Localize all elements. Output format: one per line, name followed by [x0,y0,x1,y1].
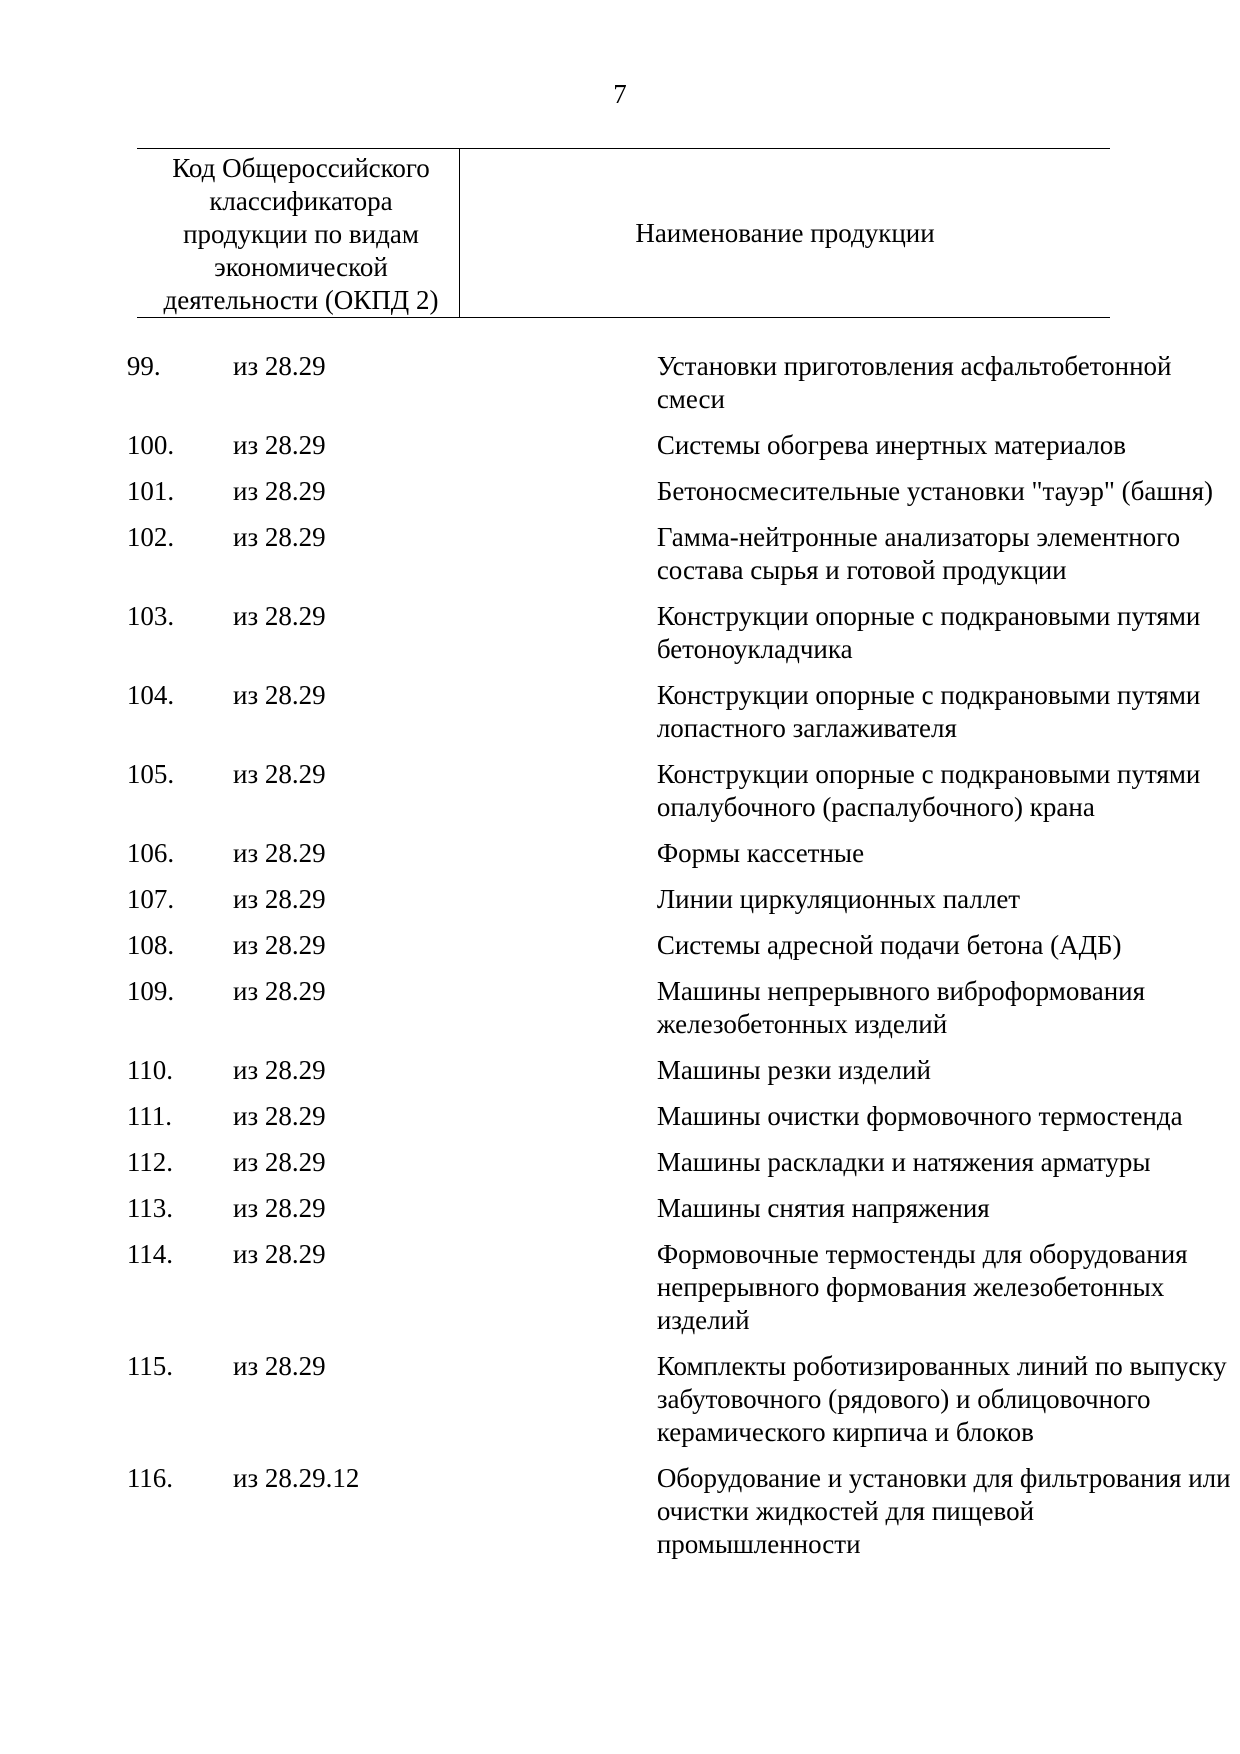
row-code: из 28.29 [233,759,326,789]
header-name-column: Наименование продукции [635,217,935,248]
row-number [0,883,187,916]
header-code-line: классификатора [209,186,393,216]
row-product-name [657,1054,1240,1087]
table-row [0,883,1240,916]
table-row [0,429,1240,462]
row-number-text: 110. [126,1055,174,1085]
row-code: из 28.29 [233,601,326,631]
row-product-name-line: непрерывного формования железобетонных [656,1272,1165,1302]
row-product-name-line: Линии циркуляционных паллет [656,884,1021,914]
table-row [0,521,1240,587]
header-code-line: экономической [214,252,388,282]
table-row [0,975,1240,1041]
table-row [0,1100,1240,1133]
row-code: из 28.29 [233,430,326,460]
row-number-text: 106. [126,838,175,868]
row-product-name-line: Формовочные термостенды для оборудования [656,1239,1188,1269]
table-row [0,679,1240,745]
row-product-name-line: Формы кассетные [656,838,865,868]
row-product-name-line: смеси [656,384,725,414]
row-product-name-line: очистки жидкостей для пищевой [656,1496,1035,1526]
row-number-text: 114. [126,1239,174,1269]
row-product-name-line: Бетоносмесительные установки "тауэр" (башня) [656,476,1214,506]
row-code: из 28.29 [233,1239,326,1269]
row-number [0,679,187,745]
table-row [0,1054,1240,1087]
row-code: из 28.29 [233,976,326,1006]
row-number [0,350,187,416]
row-product-name-line: Системы адресной подачи бетона (АДБ) [656,930,1122,960]
row-product-name-line: Системы обогрева инертных материалов [656,430,1126,460]
row-product-name-line: Установки приготовления асфальтобетонной [656,351,1172,381]
row-product-name [657,600,1240,666]
row-number [0,1238,187,1337]
row-number [0,1100,187,1133]
row-product-name-line: лопастного заглаживателя [656,713,957,743]
row-product-name [657,929,1240,962]
row-product-name-line: бетоноукладчика [656,634,853,664]
row-product-name-line: Гамма-нейтронные анализаторы элементного [656,522,1181,552]
row-number [0,1350,187,1449]
row-number [0,1462,187,1561]
table-row [0,758,1240,824]
row-number [0,758,187,824]
row-product-name-line: опалубочного (распалубочного) крана [656,792,1095,822]
row-code: из 28.29 [233,1147,326,1177]
row-code: из 28.29.12 [233,1463,360,1493]
row-number-text: 107. [126,884,175,914]
row-product-name [657,1350,1240,1449]
row-code: из 28.29 [233,1351,326,1381]
row-product-name [657,1238,1240,1337]
row-number [0,975,187,1041]
row-number-text: 112. [126,1147,174,1177]
row-number [0,521,187,587]
row-product-name-line: промышленности [656,1529,861,1559]
row-number-text: 101. [126,476,175,506]
row-product-name-line: изделий [656,1305,750,1335]
row-code: из 28.29 [233,1193,326,1223]
row-product-name-line: Машины непрерывного виброформования [656,976,1146,1006]
row-product-name [657,1146,1240,1179]
row-number [0,475,187,508]
row-product-name-line: Оборудование и установки для фильтрования или [656,1463,1231,1493]
row-product-name [657,350,1240,416]
header-code-line: деятельности (ОКПД 2) [163,285,439,315]
table-row [0,350,1240,416]
row-product-name [657,1192,1240,1225]
row-product-name [657,837,1240,870]
table-row [0,1350,1240,1449]
row-product-name-line: Машины снятия напряжения [656,1193,990,1223]
table-row [0,837,1240,870]
row-code: из 28.29 [233,884,326,914]
header-code-line: Код Общероссийского [172,153,430,183]
table-row [0,1192,1240,1225]
row-product-name [657,1100,1240,1133]
table-header [137,148,1110,318]
row-number [0,1146,187,1179]
row-code: из 28.29 [233,1055,326,1085]
row-product-name [657,1462,1240,1561]
row-number-text: 99. [126,351,161,381]
row-number [0,837,187,870]
row-code: из 28.29 [233,522,326,552]
row-number [0,429,187,462]
row-product-name-line: керамического кирпича и блоков [656,1417,1034,1447]
row-number [0,1054,187,1087]
row-number-text: 104. [126,680,175,710]
row-product-name [657,758,1240,824]
row-number-text: 100. [126,430,175,460]
row-product-name-line: Конструкции опорные с подкрановыми путями [656,759,1201,789]
row-product-name [657,429,1240,462]
row-product-name-line: забутовочного (рядового) и облицовочного [656,1384,1151,1414]
row-code: из 28.29 [233,476,326,506]
row-product-name [657,475,1240,508]
row-number-text: 111. [126,1101,173,1131]
table-row [0,600,1240,666]
row-product-name-line: состава сырья и готовой продукции [656,555,1067,585]
row-product-name-line: Конструкции опорные с подкрановыми путями [656,601,1201,631]
table-body [0,350,1240,1574]
row-number-text: 105. [126,759,175,789]
row-number-text: 103. [126,601,175,631]
row-product-name [657,521,1240,587]
row-product-name-line: Машины раскладки и натяжения арматуры [656,1147,1151,1177]
row-code: из 28.29 [233,351,326,381]
header-code-line: продукции по видам [183,219,419,249]
row-number-text: 109. [126,976,175,1006]
row-code: из 28.29 [233,838,326,868]
header-code-column [137,149,460,317]
row-number [0,1192,187,1225]
table-row [0,929,1240,962]
row-product-name-line: Машины очистки формовочного термостенда [656,1101,1183,1131]
row-product-name-line: Машины резки изделий [656,1055,931,1085]
row-product-name [657,975,1240,1041]
row-code: из 28.29 [233,930,326,960]
row-number-text: 102. [126,522,175,552]
table-row [0,1146,1240,1179]
row-product-name-line: железобетонных изделий [656,1009,948,1039]
row-number [0,600,187,666]
row-product-name [657,883,1240,916]
row-code: из 28.29 [233,1101,326,1131]
row-product-name-line: Конструкции опорные с подкрановыми путями [656,680,1201,710]
table-row [0,1238,1240,1337]
page-number: 7 [613,79,627,109]
row-code: из 28.29 [233,680,326,710]
table-row [0,475,1240,508]
row-number-text: 115. [126,1351,174,1381]
row-number-text: 113. [126,1193,174,1223]
row-product-name-line: Комплекты роботизированных линий по выпуску [656,1351,1227,1381]
row-number-text: 108. [126,930,175,960]
row-number-text: 116. [126,1463,174,1493]
row-number [0,929,187,962]
row-product-name [657,679,1240,745]
table-row [0,1462,1240,1561]
